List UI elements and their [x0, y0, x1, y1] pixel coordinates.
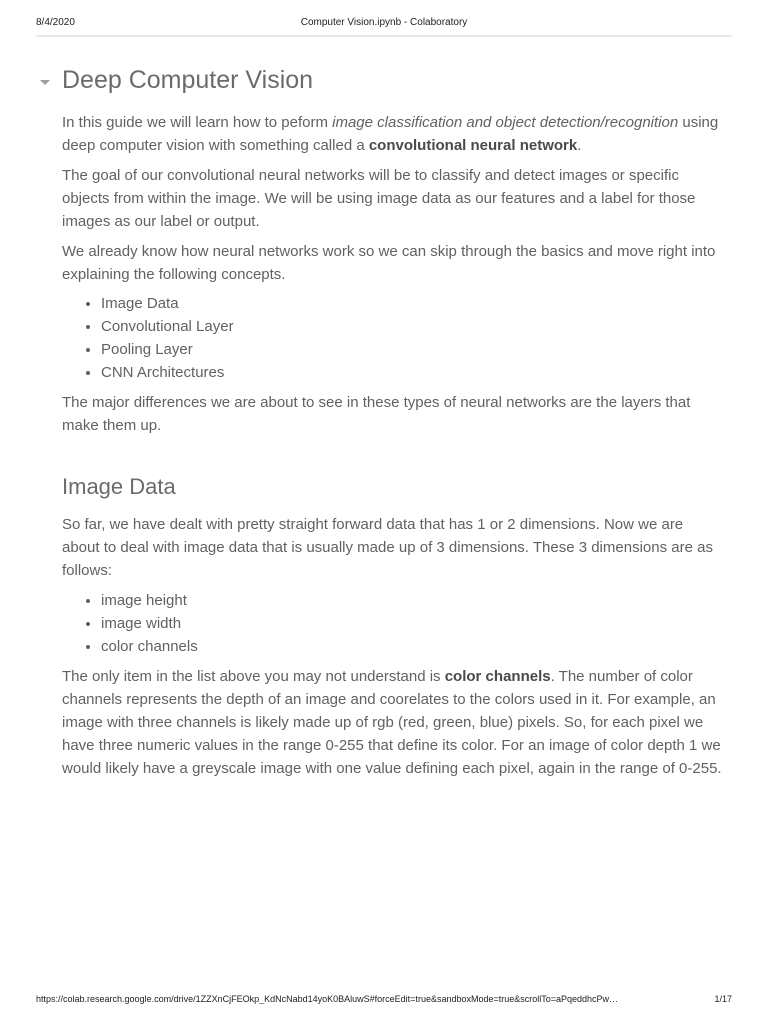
print-url: https://colab.research.google.com/drive/1ZZXnCjFEOkp_KdNcNabd14yoK0BAluwS#forceEdit=true&sandboxMode=true&scrollTo=aPqeddhcPw…	[36, 994, 619, 1004]
heading-image-data: Image Data	[62, 474, 176, 499]
list-item: • image width	[101, 612, 722, 635]
page-number: 1/17	[714, 994, 732, 1004]
channels-bold: color channels	[444, 668, 551, 685]
skip-paragraph: We already know how neural networks work so we can skip through the basics and move right into explaining the following concepts.	[62, 243, 716, 283]
intro-text-1: In this guide we will learn how to peform	[62, 114, 333, 131]
channels-text-1: The only item in the list above you may not understand is	[62, 668, 445, 685]
list-item: • color channels	[101, 635, 722, 658]
list-item: • CNN Architectures	[101, 361, 722, 384]
intro-italic: image classification and object detection/recognition	[332, 114, 679, 131]
print-title: Computer Vision.ipynb - Colaboratory	[300, 17, 468, 28]
list-item: • Pooling Layer	[101, 338, 722, 361]
goal-paragraph: The goal of our convolutional neural networks will be to classify and detect images or specific objects from within the image. We will be using image data as our features and a label for those images as our label or output.	[62, 167, 696, 230]
color-channels-paragraph	[62, 665, 722, 780]
list-item: • image height	[101, 589, 722, 612]
print-date: 8/4/2020	[36, 17, 75, 28]
print-header	[0, 0, 768, 36]
heading-deep-computer-vision: Deep Computer Vision	[62, 66, 314, 94]
list-item: • Convolutional Layer	[101, 315, 722, 338]
intro-text-2: using deep computer vision with something called a	[62, 114, 719, 154]
concepts-list	[62, 292, 722, 384]
list-item: • Image Data	[101, 292, 722, 315]
intro-bold: convolutional neural network	[368, 137, 578, 154]
channels-text-2: . The number of color channels represents the depth of an image and coorelates to the colors used in it. For example, an image with three channels is likely made up of rgb (red, green, blue) pixels. So, for each pixel we have three numeric values in the range 0-255 that define its color. For an image of color depth 1 we would likely have a greyscale image with one value defining each pixel, again in the range of 0-255.	[62, 668, 722, 777]
major-differences-paragraph: The major differences we are about to see in these types of neural networks are the layers that make them up.	[62, 394, 691, 434]
header-rule	[36, 35, 732, 37]
intro-text-3: .	[577, 137, 582, 154]
so-far-paragraph: So far, we have dealt with pretty straight forward data that has 1 or 2 dimensions. Now we are about to deal with image data that is usually made up of 3 dimensions. These 3 dimensions are as follows:	[62, 516, 713, 579]
caret-down-icon[interactable]	[40, 80, 50, 85]
dimensions-list	[62, 589, 722, 658]
notebook-text-cell	[62, 62, 722, 780]
intro-paragraph	[62, 111, 722, 157]
